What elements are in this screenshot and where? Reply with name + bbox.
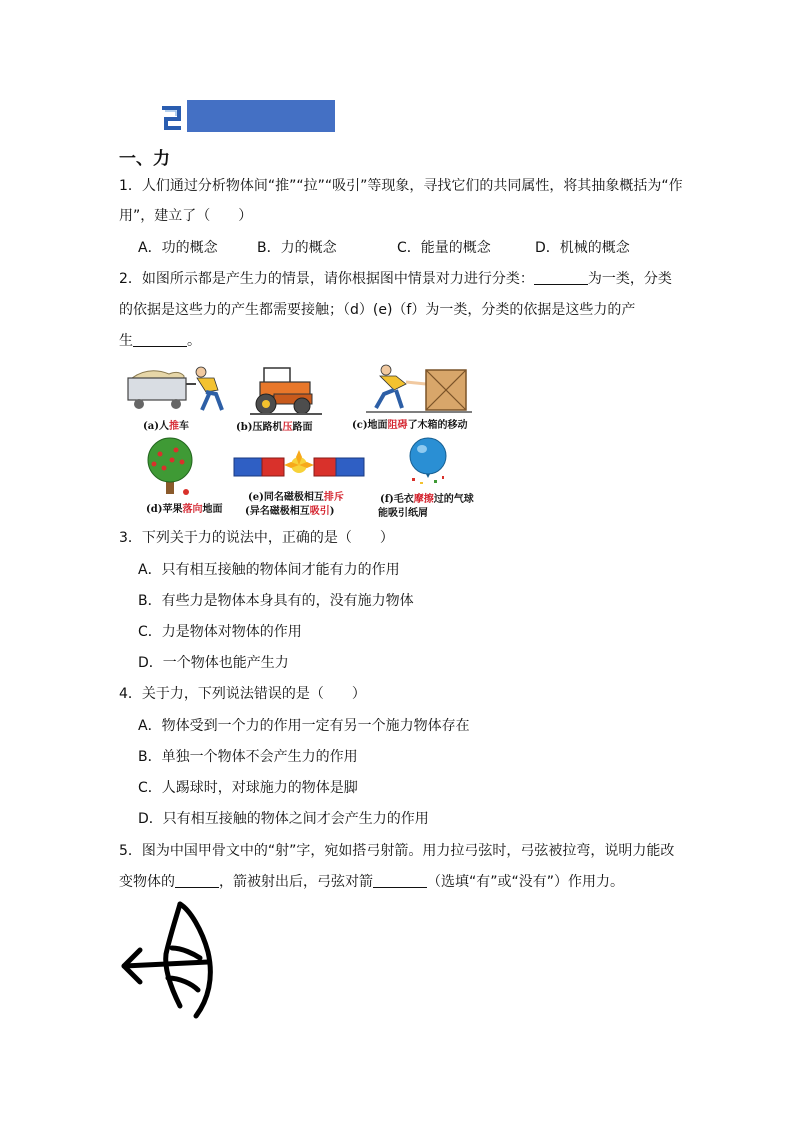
q4-option-d: D．只有相互接触的物体之间才会产生力的作用 (138, 811, 429, 827)
figure-push-cart (124, 362, 230, 414)
q2-blank-1[interactable] (534, 269, 588, 285)
q3-option-b: B．有些力是物体本身具有的，没有施力物体 (138, 593, 414, 609)
oracle-bone-she-glyph (118, 896, 218, 1022)
q3-option-c: C．力是物体对物体的作用 (138, 624, 302, 640)
q4-option-a: A．物体受到一个力的作用一定有另一个施力物体存在 (138, 718, 470, 734)
figure-balloon (402, 436, 454, 488)
figure-d-caption: (d)苹果落向地面 (146, 504, 223, 515)
section-header-bar (187, 100, 335, 132)
figure-e-caption-1: (e)同名磁极相互排斥 (248, 492, 344, 503)
figure-magnets (232, 448, 366, 484)
figure-c-caption: (c)地面阻碍了木箱的移动 (352, 420, 468, 431)
q5-text-c: （选填“有”或“没有”）作用力。 (427, 874, 625, 890)
q5-stem-line2 (119, 872, 624, 892)
q4-stem: 4．关于力，下列说法错误的是（ ） (119, 686, 366, 702)
q2-blank-2[interactable] (133, 331, 187, 347)
q5-stem-line1: 5．图为中国甲骨文中的“射”字，宛如搭弓射箭。用力拉弓弦时，弓弦被拉弯，说明力能改 (119, 843, 675, 859)
q2-stem-line1 (119, 269, 672, 289)
q1-option-b: B．力的概念 (257, 240, 337, 256)
figure-push-crate (366, 362, 472, 414)
q1-stem-line1: 1．人们通过分析物体间“推”“拉”“吸引”等现象，寻找它们的共同属性，将其抽象概括为“作 (119, 178, 683, 194)
figure-f-caption-1: (f)毛衣摩擦过的气球 (380, 494, 474, 505)
q2-text-b: 为一类，分类 (587, 271, 672, 287)
q3-option-a: A．只有相互接触的物体间才能有力的作用 (138, 562, 400, 578)
q1-option-d: D．机械的概念 (535, 240, 630, 256)
figure-apple-tree (140, 436, 200, 496)
q5-blank-2[interactable] (373, 872, 427, 888)
q1-option-c: C．能量的概念 (397, 240, 491, 256)
q2-text-c: 生 (119, 333, 133, 349)
figure-b-caption: (b)压路机压路面 (236, 422, 313, 433)
q3-option-d: D．一个物体也能产生力 (138, 655, 289, 671)
q2-text-d: 。 (187, 333, 201, 349)
q1-option-a: A．功的概念 (138, 240, 218, 256)
q5-blank-1[interactable] (175, 872, 219, 888)
q4-option-c: C．人踢球时，对球施力的物体是脚 (138, 780, 358, 796)
q3-stem: 3．下列关于力的说法中，正确的是（ ） (119, 530, 394, 546)
figure-road-roller (250, 366, 322, 416)
figure-e-caption-2: (异名磁极相互吸引) (245, 506, 335, 517)
figure-f-caption-2: 能吸引纸屑 (378, 508, 428, 519)
q1-stem-line2: 用”，建立了（ ） (119, 208, 253, 224)
q4-option-b: B．单独一个物体不会产生力的作用 (138, 749, 358, 765)
q5-text-b: ，箭被射出后，弓弦对箭 (219, 874, 373, 890)
figure-a-caption: (a)人推车 (143, 421, 189, 432)
section-number-badge (159, 104, 185, 132)
section-title: 一、力 (119, 149, 170, 169)
q2-stem-line2: 的依据是这些力的产生都需要接触；（d）(e)（f）为一类，分类的依据是这些力的产 (119, 302, 636, 318)
q5-text-a: 变物体的 (119, 874, 175, 890)
q2-text-a: 2．如图所示都是产生力的情景，请你根据图中情景对力进行分类： (119, 271, 534, 287)
q2-stem-line3 (119, 331, 201, 351)
